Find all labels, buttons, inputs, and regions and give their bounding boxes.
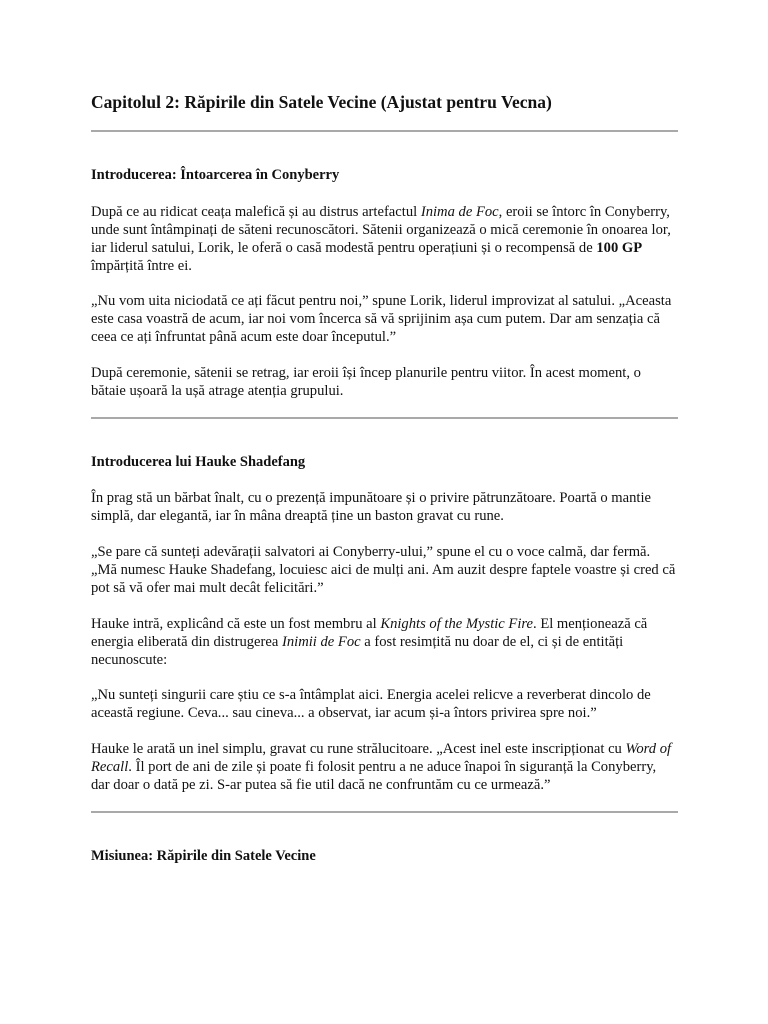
hauke-paragraph-1: În prag stă un bărbat înalt, cu o prezență impunătoare și o privire pătrunzătoare. Poartă o mantie simplă, dar elegantă, iar în mâna dreaptă ține un baston gravat cu rune. bbox=[91, 490, 652, 524]
section-heading-mission: Misiunea: Răpirile din Satele Vecine bbox=[91, 848, 316, 864]
italic-text: Knights of the Mystic Fire bbox=[380, 616, 534, 632]
text-run: Hauke le arată un inel simplu, gravat cu rune strălucitoare. „Acest inel este inscripționat cu bbox=[91, 741, 626, 757]
intro-paragraph-1 bbox=[91, 203, 678, 275]
section-heading-intro: Introducerea: Întoarcerea în Conyberry bbox=[91, 167, 340, 183]
text-run: . El menționează că energia eliberată din distrugerea bbox=[91, 616, 648, 650]
text-run: a fost resimțită nu doar de el, ci și de entități necunoscute: bbox=[91, 634, 624, 668]
text-run: Hauke intră, explicând că este un fost membru al bbox=[91, 616, 381, 632]
bold-text: 100 GP bbox=[596, 240, 643, 256]
hauke-paragraph-4: „Nu sunteți singurii care știu ce s-a întâmplat aici. Energia acelei relicve a reverberat dincolo de această regiune. Ceva... sau cineva... a observat, iar acum și-a întors privirea spre noi.” bbox=[91, 687, 651, 721]
horizontal-rule bbox=[91, 130, 678, 132]
text-run: . Îl port de ani de zile și poate fi folosit pentru a ne aduce înapoi în siguranță la Conyberry, dar doar o dată pe zi. S-ar putea să fie util dacă ne confruntăm cu ce urmează.” bbox=[91, 759, 657, 793]
hauke-paragraph-5 bbox=[91, 740, 678, 794]
hauke-paragraph-2: „Se pare că sunteți adevărații salvatori ai Conyberry-ului,” spune el cu o voce calmă, dar fermă. „Mă numesc Hauke Shadefang, locuiesc aici de mulți ani. Am auzit despre faptele voastre și cred că pot să vă ofer mai mult decât felicitări.” bbox=[91, 544, 676, 596]
italic-text: Inimii de Foc bbox=[281, 634, 361, 650]
horizontal-rule bbox=[91, 417, 678, 419]
document-title: Capitolul 2: Răpirile din Satele Vecine (Ajustat pentru Vecna) bbox=[91, 92, 552, 112]
italic-text: Word of Recall bbox=[91, 741, 672, 775]
hauke-paragraph-3 bbox=[91, 615, 678, 669]
text-run: împărțită între ei. bbox=[91, 258, 192, 274]
horizontal-rule bbox=[91, 811, 678, 813]
intro-paragraph-3: După ceremonie, sătenii se retrag, iar eroii își încep planurile pentru viitor. În acest moment, o bătaie ușoară la ușă atrage atenția grupului. bbox=[91, 365, 641, 399]
section-heading-hauke: Introducerea lui Hauke Shadefang bbox=[91, 454, 306, 470]
intro-paragraph-2: „Nu vom uita niciodată ce ați făcut pentru noi,” spune Lorik, liderul improvizat al satului. „Aceasta este casa voastră de acum, iar noi vom încerca să vă sprijinim așa cum putem. Dar am senzația că ceea ce ați înfruntat până acum este doar începutul.” bbox=[91, 293, 672, 345]
text-run: , eroii se întorc în Conyberry, unde sunt întâmpinați de săteni recunoscători. Sătenii organizează o mică ceremonie în onoarea lor, iar liderul satului, Lorik, le oferă o casă modestă pentru operațiuni și o recompensă de bbox=[91, 204, 671, 256]
text-run: După ce au ridicat ceața malefică și au distrus artefactul bbox=[91, 204, 421, 220]
italic-text: Inima de Foc bbox=[420, 204, 499, 220]
